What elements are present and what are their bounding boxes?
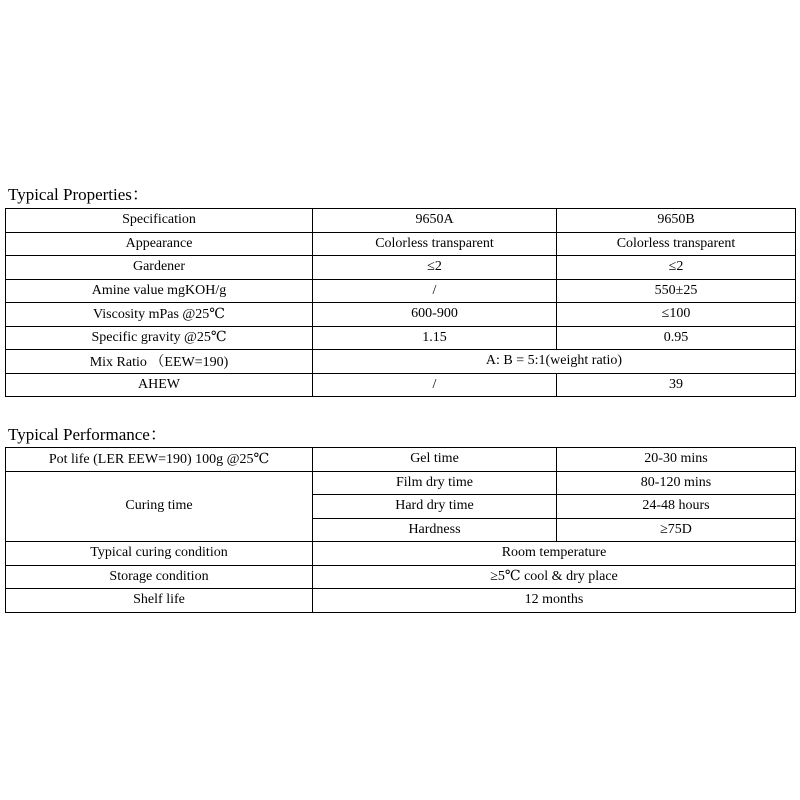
curing-item-label: Hardness <box>313 518 557 542</box>
ahew-label: AHEW <box>6 373 313 397</box>
value-9650a: Colorless transparent <box>313 232 557 256</box>
performance-label: Shelf life <box>6 589 313 613</box>
property-label: Specific gravity @25℃ <box>6 326 313 350</box>
curing-item-value: 24-48 hours <box>557 495 796 519</box>
table-row <box>6 279 796 303</box>
pot-life-label: Pot life (LER EEW=190) 100g @25℃ <box>6 448 313 472</box>
value-9650a: 1.15 <box>313 326 557 350</box>
gel-time-value: 20-30 mins <box>557 448 796 472</box>
mix-ratio-row <box>6 350 796 374</box>
curing-item-label: Film dry time <box>313 471 557 495</box>
value-9650a: ≤2 <box>313 256 557 280</box>
ahew-9650b: 39 <box>557 373 796 397</box>
performance-label: Storage condition <box>6 565 313 589</box>
mix-ratio-label: Mix Ratio （EEW=190) <box>6 350 313 374</box>
curing-time-label: Curing time <box>6 471 313 542</box>
pot-life-row <box>6 448 796 472</box>
property-label: Gardener <box>6 256 313 280</box>
value-9650b: ≤100 <box>557 303 796 327</box>
mix-ratio-value: A: B = 5:1(weight ratio) <box>313 350 796 374</box>
table-row <box>6 589 796 613</box>
performance-value: 12 months <box>313 589 796 613</box>
curing-item-value: 80-120 mins <box>557 471 796 495</box>
curing-item-value: ≥75D <box>557 518 796 542</box>
property-label: Viscosity mPas @25℃ <box>6 303 313 327</box>
property-label: Appearance <box>6 232 313 256</box>
table-header-row <box>6 209 796 233</box>
curing-item-label: Hard dry time <box>313 495 557 519</box>
typical-properties-title: Typical Properties： <box>8 185 149 204</box>
table-row <box>6 256 796 280</box>
performance-label: Typical curing condition <box>6 542 313 566</box>
typical-performance-title: Typical Performance： <box>8 425 167 444</box>
table-row <box>6 565 796 589</box>
header-specification: Specification <box>6 209 313 233</box>
gel-time-label: Gel time <box>313 448 557 472</box>
header-9650b: 9650B <box>557 209 796 233</box>
performance-value: Room temperature <box>313 542 796 566</box>
ahew-9650a: / <box>313 373 557 397</box>
value-9650b: Colorless transparent <box>557 232 796 256</box>
value-9650b: 550±25 <box>557 279 796 303</box>
value-9650a: 600-900 <box>313 303 557 327</box>
value-9650a: / <box>313 279 557 303</box>
value-9650b: 0.95 <box>557 326 796 350</box>
table-row <box>6 303 796 327</box>
curing-row <box>6 471 796 495</box>
value-9650b: ≤2 <box>557 256 796 280</box>
header-9650a: 9650A <box>313 209 557 233</box>
ahew-row <box>6 373 796 397</box>
table-row <box>6 542 796 566</box>
typical-performance-table <box>5 447 796 613</box>
typical-properties-table <box>5 208 796 397</box>
performance-value: ≥5℃ cool & dry place <box>313 565 796 589</box>
table-row <box>6 232 796 256</box>
table-row <box>6 326 796 350</box>
property-label: Amine value mgKOH/g <box>6 279 313 303</box>
